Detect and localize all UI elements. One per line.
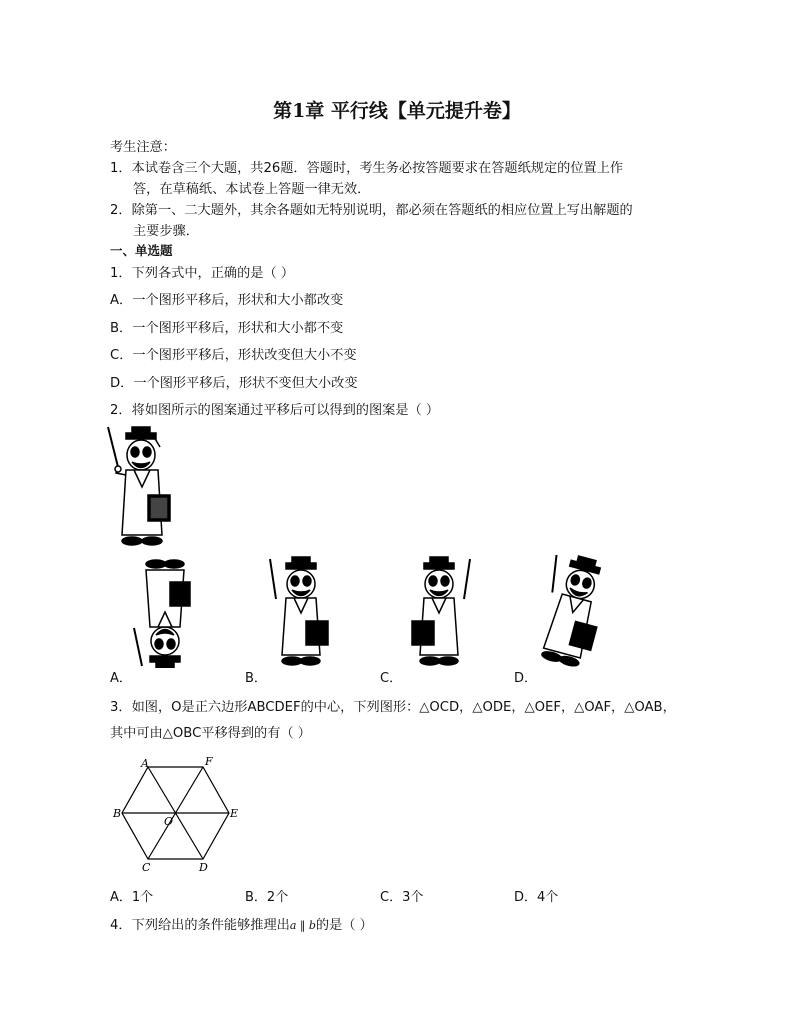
hexagon-label-a: A [141, 757, 149, 770]
q2-option-b-label: B． [245, 671, 267, 686]
notice-heading: 考生注意： [110, 140, 176, 155]
q2-option-c-label: C． [380, 671, 403, 686]
teacher-figure-option-a [124, 558, 204, 668]
hexagon-figure [110, 755, 245, 875]
q1-option-b: B．一个图形平移后，形状和大小都不变 [110, 321, 344, 336]
q1-option-c: C．一个图形平移后，形状改变但大小不变 [110, 348, 357, 363]
notice-item-1: 1．本试卷含三个大题，共26题．答题时，考生务必按答题要求在答题纸规定的位置上作 [110, 161, 624, 176]
hexagon-label-f: F [205, 755, 213, 768]
hexagon-label-d: D [199, 861, 208, 874]
q3-option-a: A．1个 [110, 890, 154, 905]
notice-item-1-cont: 答，在草稿纸、本试卷上答题一律无效． [133, 182, 371, 197]
q3-option-b: B．2个 [245, 890, 289, 905]
teacher-figure-option-b [262, 555, 342, 667]
q1-option-d: D．一个图形平移后，形状不变但大小改变 [110, 376, 358, 391]
hexagon-label-e: E [230, 807, 239, 820]
hexagon-label-b: B [113, 807, 122, 820]
q2-stem: 2．将如图所示的图案通过平移后可以得到的图案是（ ） [110, 403, 440, 418]
section-heading: 一、单选题 [110, 243, 173, 258]
q1-option-a: A．一个图形平移后，形状和大小都改变 [110, 293, 344, 308]
hexagon-label-c: C [142, 861, 151, 874]
q3-stem-line1: 3．如图，O是正六边形ABCDEF的中心，下列图形：△OCD，△ODE，△OEF，△OAF，△OAB， [110, 700, 676, 715]
teacher-figure-option-c [398, 555, 478, 667]
notice-item-2: 2．除第一、二大题外，其余各题如无特别说明，都必须在答题纸的相应位置上写出解题的 [110, 203, 633, 218]
hexagon-label-o: O [164, 815, 174, 828]
q3-option-c: C．3个 [380, 890, 424, 905]
q2-option-a-label: A． [110, 671, 132, 686]
q4-math-parallel: a ‖ b [289, 919, 316, 932]
q3-stem-line2: 其中可由△OBC平移得到的有（ ） [110, 726, 311, 741]
teacher-figure-option-d [530, 555, 620, 670]
q4-stem [110, 914, 373, 933]
teacher-drawing [108, 427, 170, 545]
q3-option-d: D．4个 [514, 890, 559, 905]
q4-stem-before: 4．下列给出的条件能够推理出 [110, 918, 290, 933]
notice-item-2-cont: 主要步骤． [133, 224, 199, 239]
q1-stem: 1．下列各式中，正确的是（ ） [110, 266, 295, 281]
teacher-figure-original [104, 425, 184, 550]
q4-stem-after: 的是（ ） [315, 918, 373, 933]
q2-option-d-label: D． [514, 671, 538, 686]
page-title: 第1章 平行线【单元提升卷】 [273, 100, 521, 122]
